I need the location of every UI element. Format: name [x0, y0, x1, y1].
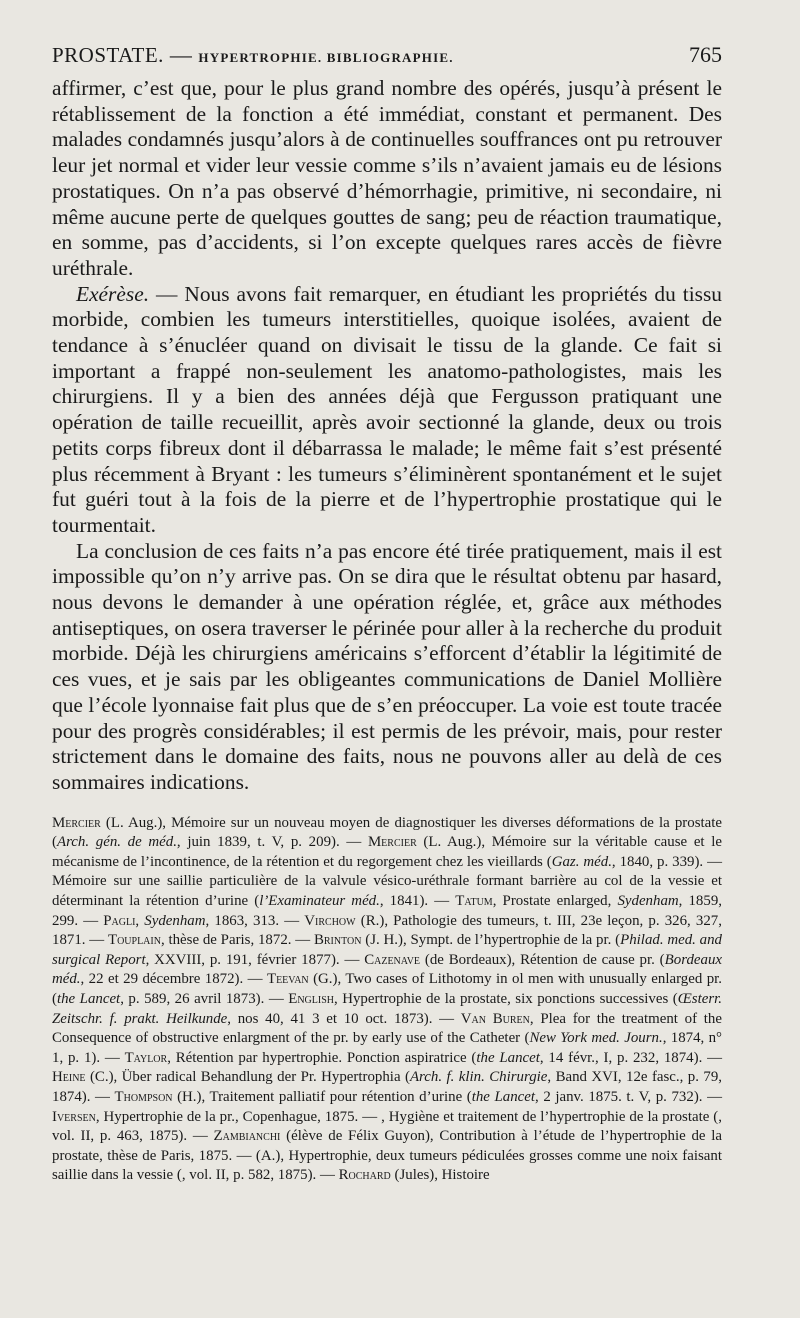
- bib-50: (H.), Traitement palliatif pour rétention d’urine (: [172, 1089, 472, 1105]
- bib-24: , XXVIII, p. 191, février 1877). —: [145, 951, 365, 968]
- bib-46: (C.), Über radical Behandlung der Pr. Hypertrophia (: [85, 1069, 410, 1086]
- header-title: [52, 42, 454, 68]
- bib-49: Thompson: [114, 1089, 173, 1105]
- bib-54: , Hypertrophie de la pr., Copenhague, 1875. —: [95, 1108, 382, 1125]
- bib-52: , 2 janv. 1875. t. V, p. 732). —: [535, 1089, 722, 1105]
- bib-0-text: (L. Aug.), Mémoire sur un nouveau moyen de diagnostiquer les diverses déformations de la prostate (: [52, 814, 722, 851]
- bib-15: Sydenham: [144, 912, 206, 929]
- bib-60: (élève de Félix Guyon), Contribution à l’étude de l’hypertrophie de la prostate, thèse de Paris, 1875. —: [52, 1128, 723, 1164]
- bib-21: Brinton: [313, 932, 362, 949]
- bib-36: , nos 40, 41 3 et 10 oct. 1873). —: [227, 1010, 461, 1027]
- paragraph-2-lead: Exérèse.: [76, 281, 150, 306]
- bib-18: (R.), Pathologie des tumeurs, t. III, 23e leçon, p. 326, 327, 1871. —: [52, 912, 722, 949]
- bib-40: , 1874, n° 1, p. 1). —: [52, 1030, 722, 1066]
- bib-16: , 1863, 313. —: [205, 912, 305, 929]
- bib-58: , vol. II, p. 463, 1875). —: [52, 1108, 722, 1145]
- bib-64: , vol. II, p. 582, 1875). —: [181, 1167, 339, 1184]
- bib-17: Virchow: [304, 912, 356, 929]
- bib-59: Zambianchi: [213, 1128, 281, 1145]
- paragraph-3: La conclusion de ces faits n’a pas encore été tirée pratiquement, mais il est impossible qu’on n’y arrive pas. On se dira que le résultat obtenu par hasard, nous devons le demander à une opération réglée, et, grâce aux méthodes antiseptiques, on osera traverser le périnée pour aller à la recherche du produit morbide. Déjà les chirurgiens américains s’efforcent d’établir la légitimité de ces vues, et je sais par les obligeantes communications de Daniel Mollière que l’école lyonnaise fait plus que de s’en préoccuper. La voie est toute tracée pour des progrès considérables; il est permis de les prévoir, mais, pour rester strictement dans le domaine des faits, nous ne pouvons aller au delà de ces sommaires indications.: [52, 538, 722, 794]
- bib-53: Iversen: [52, 1108, 96, 1125]
- bib-26: (de Bordeaux), Rétention de cause pr. (: [420, 951, 665, 968]
- bib-47: Arch. f. klin. Chirurgie: [409, 1069, 548, 1086]
- page-number: 765: [689, 42, 722, 67]
- bib-20: , thèse de Paris, 1872. —: [160, 932, 314, 949]
- bib-31: the Lancet: [56, 991, 121, 1008]
- header-title-main: PROSTATE.: [52, 43, 164, 67]
- bib-66: (Jules), Histoire: [390, 1167, 490, 1184]
- bib-3: Mercier: [367, 834, 417, 851]
- bib-10: , Prostate enlarged,: [492, 893, 618, 910]
- bib-9: Tatum: [455, 893, 493, 910]
- bib-42: , Rétention par hypertrophie. Ponction aspiratrice (: [167, 1049, 477, 1066]
- paragraph-2: [52, 282, 722, 539]
- bib-30: (G.), Two cases of Lithotomy in ol men with unusually enlarged pr. (: [52, 971, 722, 1008]
- bib-62: (A.), Hypertrophie, deux tumeurs pédiculées grosses comme une noix faisant saillie dans la vessie (: [52, 1147, 722, 1184]
- bib-2: , juin 1839, t. V, p. 209). —: [176, 834, 368, 851]
- bib-25: Cazenave: [364, 951, 421, 968]
- bib-12: , 1859, 299. —: [52, 893, 722, 929]
- bib-48: , Band XVI, 12e fasc., p. 79, 1874). —: [52, 1069, 722, 1105]
- bib-39: New York med. Journ.: [529, 1030, 663, 1047]
- bib-51: the Lancet: [471, 1089, 536, 1105]
- bib-11: Sydenham: [617, 893, 679, 910]
- header-title-sub: HYPERTROPHIE. BIBLIOGRAPHIE.: [198, 50, 454, 65]
- bib-35: Œsterr. Zeitschr. f. prakt. Heilkunde: [52, 991, 722, 1027]
- bib-34: , Hypertrophie de la prostate, six ponctions successives (: [334, 991, 678, 1008]
- bib-8: , 1841). —: [379, 893, 456, 910]
- bib-7: l’Examinateur méd.: [259, 893, 380, 910]
- bib-13: Pagli: [103, 912, 136, 929]
- paragraph-1: affirmer, c’est que, pour le plus grand nombre des opérés, jusqu’à présent le rétablissement de la fonction a été immédiat, constant et permanent. Des malades condamnés jusqu’alors à de continuelles souffrances ont pu retrouver leur jet normal et vider leur vessie comme s’ils n’avaient jamais eu de lésions prostatiques. On n’a pas observé d’hémorrhagie, primitive, ni secondaire, ni même aucune perte de quelques gouttes de sang; peu de réaction traumatique, en somme, pas d’accidents, si l’on excepte quelques rares accès de fièvre uréthrale.: [52, 76, 722, 280]
- bib-33: English: [288, 991, 334, 1008]
- bib-44: , 14 févr., I, p. 232, 1874). —: [539, 1049, 722, 1066]
- bib-38: , Plea for the treatment of the Consequence of obstructive enlargment of the pr. by early use of the Catheter (: [52, 1010, 722, 1047]
- bib-14: ,: [135, 912, 145, 929]
- bib-65: Rochard: [338, 1167, 391, 1184]
- paragraph-2-text: — Nous avons fait remarquer, en étudiant les propriétés du tissu morbide, combien les tumeurs interstitielles, quoique isolées, avaient de tendance à s’énucléer quand on divisait le tissu de la glande. Ce fait si important a frappé non-seulement les anatomo-pathologistes, mais les chirurgiens. Il y a bien des années déjà que Fergusson pratiquant une opération de taille recueillit, après avoir sectionné la glande, deux ou trois petits corps fibreux dont il débarrassa le malade; le même fait s’est présenté plus récemment à Bryant : les tumeurs s’éliminèrent spontanément et le sujet fut guéri tout à la fois de la pierre et de l’hypertrophie prostatique qui le tourmentait.: [52, 281, 722, 537]
- bib-27: Bordeaux méd.: [52, 951, 722, 988]
- bib-41: Taylor: [124, 1049, 168, 1066]
- bib-6: , 1840, p. 339). — Mémoire sur une saillie particulière de la valvule vésico-uréthrale formant barrière au col de la vessie et déterminant la rétention d’urine (: [52, 853, 722, 910]
- bib-37: Van Buren: [460, 1010, 530, 1027]
- bibliography: [52, 814, 722, 1186]
- running-header: [52, 42, 722, 76]
- bib-29: Teevan: [266, 971, 309, 988]
- header-title-separator: —: [163, 42, 199, 67]
- bib-32: , p. 589, 26 avril 1873). —: [120, 991, 289, 1008]
- bib-56: , Hygiène et traitement de l’hypertrophie de la prostate (: [381, 1108, 719, 1125]
- bib-23: Philad. med. and surgical Report: [52, 932, 722, 968]
- bib-45: Heine: [52, 1069, 86, 1086]
- bib-5: Gaz. méd.: [551, 853, 612, 870]
- bib-22: (J. H.), Sympt. de l’hypertrophie de la pr. (: [361, 932, 621, 949]
- bib-0-author: Mercier: [52, 814, 101, 831]
- bib-4: (L. Aug.), Mémoire sur la véritable cause et le mécanisme de l’incontinence, de la rétention et du regorgement chez les vieillards (: [52, 834, 722, 870]
- bib-43: the Lancet: [476, 1049, 540, 1066]
- bib-19: Touplain: [107, 932, 161, 949]
- bib-1: Arch. gén. de méd.: [56, 834, 177, 851]
- bib-28: , 22 et 29 décembre 1872). —: [80, 971, 267, 988]
- main-body-text: [52, 76, 722, 796]
